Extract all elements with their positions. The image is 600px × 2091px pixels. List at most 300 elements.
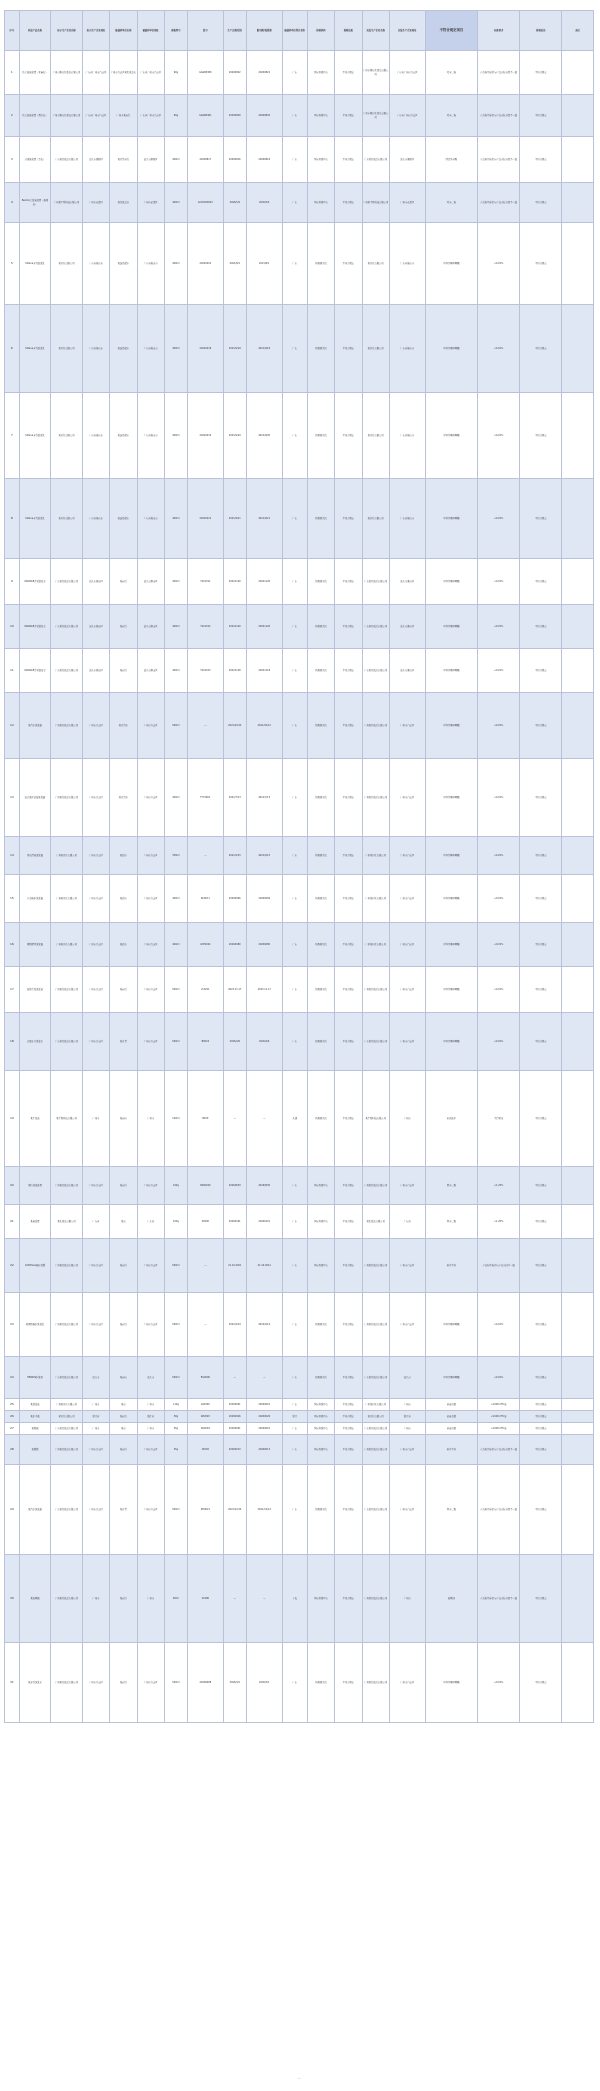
table-cell: 2026/8/30 — [246, 1167, 282, 1205]
table-cell: 不符合规定 — [335, 1239, 362, 1293]
table-cell — [562, 223, 594, 305]
table-cell: 广东某化妆品有限公司 — [51, 137, 83, 183]
table-cell: 检测研究院 — [307, 1071, 334, 1167]
table-cell: 某生物科技有限公司 — [362, 1071, 389, 1167]
table-cell: 2021/10/12 — [246, 693, 282, 759]
table-cell: 广州市白云区 — [137, 759, 164, 837]
table-cell: 广东某化妆品有限公司 — [51, 1013, 83, 1071]
table-cell: 不符合规定 — [520, 1423, 562, 1435]
table-cell: ≤0.01% — [478, 1293, 520, 1357]
table-cell: 广东某化妆品有限公司 — [51, 1465, 83, 1555]
table-cell: 甲基异噻唑啉酮 — [425, 1293, 478, 1357]
table-cell: CANTILLA修护发膜 — [19, 1239, 51, 1293]
table-cell: 广州某日化有限公司 — [362, 837, 389, 875]
table-cell: 汕头市潮南区 — [389, 649, 425, 693]
table-cell: 菌落总数 — [425, 1399, 478, 1411]
table-cell: ≤1000 CFU/g — [478, 1423, 520, 1435]
table-cell: AC20200043 — [187, 183, 223, 223]
column-header: 被抽样单位名称 — [110, 11, 137, 51]
table-cell: 国家检测中心 — [307, 1205, 334, 1239]
table-cell: 某百货商行 — [110, 137, 137, 183]
table-cell: ≤0.01% — [478, 923, 520, 967]
table-cell: 广州市白云区 — [389, 693, 425, 759]
table-cell: ORANGE香氛洗发水 — [19, 649, 51, 693]
table-cell: 350ml — [164, 837, 187, 875]
table-cell: 广东 — [282, 559, 307, 605]
table-cell: 广州市白云区 — [389, 875, 425, 923]
table-cell: 20221118 — [246, 649, 282, 693]
table-row — [5, 923, 594, 967]
table-cell — [562, 1293, 594, 1357]
table-cell: ≤0.01% — [478, 305, 520, 393]
table-cell: 不符合规定 — [335, 183, 362, 223]
table-cell: 去屑止痒洗发水 — [19, 1013, 51, 1071]
table-cell: 养颜染发膏（黑色） — [19, 137, 51, 183]
column-header: 被抽样单位地址 — [137, 11, 164, 51]
table-cell: GAGB0401 — [187, 95, 223, 137]
table-cell: 检测研究院 — [307, 305, 334, 393]
table-cell: 不符合规定 — [520, 393, 562, 479]
table-cell: 不符合规定 — [520, 693, 562, 759]
table-cell: 20200001 — [246, 1399, 282, 1411]
table-cell: 2021/8/1 — [223, 223, 246, 305]
table-row — [5, 223, 594, 305]
table-cell: 广州市白云区 — [137, 1465, 164, 1555]
table-cell: 2026/3/1 — [246, 1643, 282, 1723]
table-cell: 广州市白云区 — [389, 759, 425, 837]
table-cell: 防脱生发洗发液 — [19, 967, 51, 1013]
table-cell — [562, 1465, 594, 1555]
table-cell: 广东某化妆品有限公司 — [362, 1423, 389, 1435]
table-cell: 检测研究院 — [307, 1643, 334, 1723]
table-cell: 某商店 — [110, 1357, 137, 1399]
table-cell: GYE2024 — [187, 923, 223, 967]
table-cell: 20180 — [187, 1555, 223, 1643]
table-cell: 某面膜 — [19, 1435, 51, 1465]
table-cell: 广州市白云区 — [82, 837, 109, 875]
table-cell: 14 — [5, 837, 20, 875]
table-cell: 90g — [164, 51, 187, 95]
table-cell: 甲基异噻唑啉酮 — [425, 305, 478, 393]
table-cell: 产品标签标识与产品实际含量不一致 — [478, 51, 520, 95]
table-cell: 某店 — [110, 1205, 137, 1239]
table-row — [5, 837, 594, 875]
table-cell: RC0071 — [187, 875, 223, 923]
table-cell: 产品标签标识与产品实际含量不一致 — [478, 1555, 520, 1643]
table-cell: 31 — [5, 1643, 20, 1723]
table-cell: 甲基异噻唑啉酮 — [425, 1357, 478, 1399]
table-cell: 不符合规定 — [520, 1071, 562, 1167]
table-cell: 广州某化妆品有限公司 — [362, 693, 389, 759]
table-cell: 广东 — [282, 1643, 307, 1723]
table-cell: 2022/4/19 — [223, 1293, 246, 1357]
table-cell — [562, 51, 594, 95]
table-cell: 不符合规定 — [520, 1293, 562, 1357]
table-cell — [562, 1205, 594, 1239]
table-cell: Siltena芳香洗发乳 — [19, 393, 51, 479]
table-cell: 广州某日化有限公司 — [51, 1399, 83, 1411]
table-cell: 甲基异噻唑啉酮 — [425, 559, 478, 605]
table-cell: 国家检测中心 — [307, 1555, 334, 1643]
table-cell: 广东省佛山市 — [82, 223, 109, 305]
table-cell: 20221120 — [223, 605, 246, 649]
table-cell: 产品标签标识与产品实际含量不一致 — [478, 1465, 520, 1555]
table-cell: 广东省佛山市 — [389, 305, 425, 393]
table-cell: 汕头市 — [82, 1357, 109, 1399]
table-cell: 广州市白云区 — [82, 1239, 109, 1293]
column-header: 备注 — [562, 11, 594, 51]
table-cell: 不符合规定 — [520, 559, 562, 605]
table-cell: 甲基异噻唑啉酮 — [425, 693, 478, 759]
table-cell: 米诺地尔 — [425, 1071, 478, 1167]
table-cell: 不符合规定 — [335, 923, 362, 967]
table-cell: 不符合规定 — [520, 923, 562, 967]
table-cell: 汕头市潮南区 — [389, 605, 425, 649]
table-cell: 2021/7/13 — [223, 759, 246, 837]
table-cell: 广州某化妆品有限公司 — [362, 759, 389, 837]
table-cell: 某芳香洗发水 — [19, 1643, 51, 1723]
table-row — [5, 559, 594, 605]
table-cell: 不符合规定 — [520, 1205, 562, 1239]
table-cell: ≤0.01% — [478, 1357, 520, 1399]
table-cell: 某生发液 — [19, 1071, 51, 1167]
table-cell: 广东 — [282, 875, 307, 923]
table-cell: 不符合规定 — [520, 1013, 562, 1071]
table-cell: 广东 — [282, 305, 307, 393]
table-cell: 20200013 — [246, 1435, 282, 1465]
table-cell: 不符合规定 — [335, 1423, 362, 1435]
page-footer: — — [297, 2076, 301, 2080]
table-cell: 某超市 — [110, 923, 137, 967]
table-cell: 产品标签标识与产品实际含量不一致 — [478, 137, 520, 183]
table-cell: 广东省佛山市 — [389, 393, 425, 479]
table-cell: 某日化有限公司 — [51, 479, 83, 559]
table-cell: 广州某化妆品有限公司 — [362, 1239, 389, 1293]
table-cell: 广州某日化有限公司 — [362, 1399, 389, 1411]
table-cell: 2021/4/15 — [246, 837, 282, 875]
table-cell: 20200088 — [187, 1643, 223, 1723]
table-cell: 不符合规定 — [520, 51, 562, 95]
column-header: 标示生产企业地址 — [82, 11, 109, 51]
table-cell — [562, 1423, 594, 1435]
table-cell: 广州某化妆品有限公司 — [51, 1435, 83, 1465]
table-cell: 400ml — [164, 223, 187, 305]
table-cell: 甲基异噻唑啉酮 — [425, 923, 478, 967]
table-cell: 不符合规定 — [520, 837, 562, 875]
table-cell: 21.10.2021 — [223, 1239, 246, 1293]
table-cell: 汕头市潮阳区 — [82, 137, 109, 183]
table-cell: 广东某化妆品有限公司 — [51, 559, 83, 605]
table-cell: 广东 — [282, 1013, 307, 1071]
table-cell: 不符合规定 — [520, 479, 562, 559]
table-cell: 广东 — [282, 393, 307, 479]
table-cell: 国家检测中心 — [307, 137, 334, 183]
table-cell: 400ml — [164, 559, 187, 605]
table-cell: EG0000 — [187, 1357, 223, 1399]
table-cell: 20200001 — [223, 1423, 246, 1435]
table-cell: 间氨基苯酚 — [425, 137, 478, 183]
table-cell: 甲基异噻唑啉酮 — [425, 223, 478, 305]
table-cell — [562, 759, 594, 837]
table-cell: 广州市雅诗化妆品有限公司 — [51, 51, 83, 95]
table-cell: ≤1000 CFU/g — [478, 1399, 520, 1411]
table-cell: ≤1.25% — [478, 1205, 520, 1239]
table-cell: 广州市白云区 — [137, 923, 164, 967]
table-cell — [562, 559, 594, 605]
table-cell: 不符合规定 — [335, 1411, 362, 1423]
table-cell: 广东 — [282, 1399, 307, 1411]
table-cell: 25g — [164, 1435, 187, 1465]
table-cell: 广东省佛山市 — [137, 479, 164, 559]
table-cell: 2026/2/6 — [246, 1013, 282, 1071]
table-cell: Siltena芳香洗发乳 — [19, 479, 51, 559]
table-cell: 广东省佛山市 — [389, 479, 425, 559]
table-cell: 广州某日化有限公司 — [51, 923, 83, 967]
table-cell: 广东 — [282, 51, 307, 95]
table-cell: 某连锁超市 — [110, 479, 137, 559]
table-cell: 广州市白云区 — [82, 923, 109, 967]
table-cell: 某日化有限公司 — [362, 479, 389, 559]
table-cell: 产品标签标识与产品实际含量不一致 — [478, 1435, 520, 1465]
table-cell: ≤0.01% — [478, 223, 520, 305]
table-cell: SR2004 — [187, 1423, 223, 1435]
table-cell: 广州某日化有限公司 — [362, 875, 389, 923]
table-cell: 某商行 — [110, 605, 137, 649]
table-cell: 12 — [5, 693, 20, 759]
table-cell: 20200080 — [246, 923, 282, 967]
table-cell: 检测研究院 — [307, 1465, 334, 1555]
table-cell: 对苯二胺 — [425, 51, 478, 95]
table-cell: 20200816 — [246, 137, 282, 183]
table-cell — [562, 1435, 594, 1465]
table-cell: 广东 — [282, 1423, 307, 1435]
table-cell: 广州某日化有限公司 — [51, 837, 83, 875]
table-cell: 广东 — [282, 923, 307, 967]
table-row — [5, 1465, 594, 1555]
table-cell: 某日化有限公司 — [51, 223, 83, 305]
table-cell: 2021/4/15 — [223, 837, 246, 875]
table-cell: 广东省佛山市 — [137, 305, 164, 393]
table-cell: 13 — [5, 759, 20, 837]
table-cell: 29 — [5, 1465, 20, 1555]
table-row — [5, 305, 594, 393]
table-cell: 广东 — [282, 1167, 307, 1205]
column-header: 标示生产企业名称 — [51, 11, 83, 51]
table-cell: 菌落总数 — [425, 1411, 478, 1423]
table-cell: 不符合规定 — [520, 305, 562, 393]
table-cell: 400ml — [164, 759, 187, 837]
table-cell: 标签不符 — [425, 1239, 478, 1293]
table-cell: 某连锁超市 — [110, 223, 137, 305]
table-cell: 广东省广州市白云区 — [82, 95, 109, 137]
table-cell: 广州市白云区 — [137, 837, 164, 875]
table-row — [5, 1399, 594, 1411]
table-cell: 广东某化妆品有限公司 — [51, 1423, 83, 1435]
table-cell: 20200817 — [187, 137, 223, 183]
table-row — [5, 1071, 594, 1167]
table-cell: 8 — [5, 479, 20, 559]
table-cell: 标签不符 — [425, 1435, 478, 1465]
table-cell: 汕头市潮南区 — [137, 559, 164, 605]
table-cell: 20200006 — [246, 875, 282, 923]
table-cell: 400ml — [164, 649, 187, 693]
table-cell: 20221120 — [223, 559, 246, 605]
table-cell: 浙江省 — [137, 1411, 164, 1423]
table-cell: 广东 — [282, 967, 307, 1013]
table-cell: 广州某化妆品有限公司 — [51, 1643, 83, 1723]
table-cell: 汕头市潮阳区 — [137, 137, 164, 183]
table-cell: 国家检测中心 — [307, 183, 334, 223]
table-cell: ≤0.01% — [478, 649, 520, 693]
table-cell: 广州市白云区 — [82, 1643, 109, 1723]
table-cell: 广州市花都区 — [137, 183, 164, 223]
table-cell: 汕头市潮南区 — [137, 649, 164, 693]
column-header: 样品产品名称 — [19, 11, 51, 51]
table-cell: — — [246, 1071, 282, 1167]
table-cell: 广东省佛山市 — [137, 223, 164, 305]
table-cell — [562, 649, 594, 693]
table-cell: 2021/12/14 — [223, 1465, 246, 1555]
table-cell: 不符合规定 — [335, 1357, 362, 1399]
table-cell: 广州某化妆品有限公司 — [362, 967, 389, 1013]
table-cell: GAGB0380 — [187, 51, 223, 95]
table-cell: 广东省佛山市 — [82, 479, 109, 559]
table-cell: 17 — [5, 967, 20, 1013]
table-cell: 检测研究院 — [307, 837, 334, 875]
table-cell: 某连锁超市 — [110, 305, 137, 393]
table-cell: 20200006 — [223, 875, 246, 923]
table-cell: 2021/12/14 — [246, 1465, 282, 1555]
table-cell: 20200822 — [246, 51, 282, 95]
table-cell: 2021/9/21 — [223, 479, 246, 559]
table-cell: 某商行 — [110, 1435, 137, 1465]
table-cell: 某店 — [110, 1399, 137, 1411]
table-cell: B0024 — [187, 1013, 223, 1071]
table-cell: 广州某日化有限公司 — [362, 923, 389, 967]
table-cell: 500ml — [164, 1013, 187, 1071]
table-cell: 不符合规定 — [520, 605, 562, 649]
table-cell: 检测研究院 — [307, 223, 334, 305]
table-cell: 国家检测中心 — [307, 1435, 334, 1465]
table-cell: 广州市 — [389, 1555, 425, 1643]
table-cell: 检测研究院 — [307, 923, 334, 967]
table-row — [5, 1013, 594, 1071]
table-cell: 400ml — [164, 875, 187, 923]
table-cell: 浙江省 — [82, 1411, 109, 1423]
table-cell: 检测研究院 — [307, 875, 334, 923]
table-cell: 20200013 — [223, 1435, 246, 1465]
table-cell: 广东 — [282, 223, 307, 305]
table-cell: 20220210 — [187, 393, 223, 479]
table-cell: 广州市白云区 — [389, 967, 425, 1013]
table-cell: 400ml — [164, 393, 187, 479]
table-cell: 60ml — [164, 1555, 187, 1643]
table-cell: 广州市白云区 — [137, 1013, 164, 1071]
table-cell: 广州市白云区 — [137, 1239, 164, 1293]
table-cell: ≤0.01% — [478, 967, 520, 1013]
table-cell: 检测研究院 — [307, 605, 334, 649]
table-cell: 广州某化妆品有限公司 — [362, 1643, 389, 1723]
table-cell: 广州市白云区 — [137, 875, 164, 923]
table-cell: 广州某化妆品有限公司 — [51, 1167, 83, 1205]
table-cell: 不符合规定 — [335, 693, 362, 759]
table-cell: 广州市白云区 — [389, 1167, 425, 1205]
table-cell: 广州市 — [389, 1423, 425, 1435]
table-cell: 广州市雅诗化妆品有限公司 — [362, 95, 389, 137]
table-cell: 不符合规定 — [520, 223, 562, 305]
table-cell: 广东 — [282, 479, 307, 559]
table-cell: 广东某化妆品有限公司 — [362, 649, 389, 693]
table-body — [5, 51, 594, 1723]
table-cell — [562, 605, 594, 649]
table-cell: 不符合规定 — [335, 1465, 362, 1555]
table-cell: 不符合规定 — [520, 1555, 562, 1643]
table-cell: 不符合规定 — [335, 967, 362, 1013]
table-cell: 检测研究院 — [307, 479, 334, 559]
table-cell: 21.10.2021 — [246, 1239, 282, 1293]
table-cell: 不符合规定 — [520, 183, 562, 223]
table-cell: 20200026 — [223, 1411, 246, 1423]
table-cell: 广州市 — [82, 1071, 109, 1167]
table-cell: 广州某化妆品有限公司 — [362, 1167, 389, 1205]
table-cell: Belodo美发染发膏（咖啡色） — [19, 183, 51, 223]
table-cell: 不符合规定 — [335, 479, 362, 559]
table-cell: 广东省广州市白云区 — [389, 95, 425, 137]
table-row — [5, 137, 594, 183]
table-cell — [562, 967, 594, 1013]
table-cell: 100g — [164, 1205, 187, 1239]
table-cell: 广东 — [282, 137, 307, 183]
table-cell: 广东某化妆品有限公司 — [362, 1013, 389, 1071]
table-cell: 检测研究院 — [307, 393, 334, 479]
table-cell: 15 — [5, 875, 20, 923]
table-cell: 18 — [5, 1013, 20, 1071]
table-cell: 广州市白云区 — [82, 759, 109, 837]
table-cell: 广东 — [282, 759, 307, 837]
table-cell: 不符合规定 — [520, 1411, 562, 1423]
table-cell: 20220201 — [187, 223, 223, 305]
table-cell: A00392 — [187, 1399, 223, 1411]
table-cell: 国家检测中心 — [307, 51, 334, 95]
column-header: 实际生产企业地址 — [389, 11, 425, 51]
table-cell: 不符合规定 — [335, 875, 362, 923]
table-cell: 间苯二酚 — [425, 1205, 478, 1239]
table-cell: 不符合规定 — [520, 649, 562, 693]
table-cell: 广州市白云区 — [389, 1013, 425, 1071]
table-cell: 广州市白云区 — [389, 1435, 425, 1465]
table-cell: 广东省 — [82, 1205, 109, 1239]
table-cell: 汕头市潮南区 — [82, 649, 109, 693]
table-cell: 500ml — [164, 1239, 187, 1293]
table-cell: 不符合规定 — [335, 649, 362, 693]
table-cell: 1 — [5, 51, 20, 95]
table-cell: 间苯二酚 — [425, 1465, 478, 1555]
table-cell: — — [223, 1071, 246, 1167]
table-cell: 对苯二胺 — [425, 183, 478, 223]
table-cell: 某护手霜 — [19, 1411, 51, 1423]
table-cell: 500ml — [164, 1465, 187, 1555]
table-cell: 汕头市 — [137, 1357, 164, 1399]
table-cell: 不符合规定 — [335, 1071, 362, 1167]
table-row — [5, 1357, 594, 1399]
column-header: 检验机构 — [307, 11, 334, 51]
table-cell: 不符合规定 — [335, 223, 362, 305]
table-cell: 广州市 — [137, 1555, 164, 1643]
table-cell: 23 — [5, 1293, 20, 1357]
table-cell: 某植物修护洗发乳 — [19, 1293, 51, 1357]
table-cell: 某日化有限公司 — [51, 305, 83, 393]
table-cell: 某百货 — [110, 1013, 137, 1071]
